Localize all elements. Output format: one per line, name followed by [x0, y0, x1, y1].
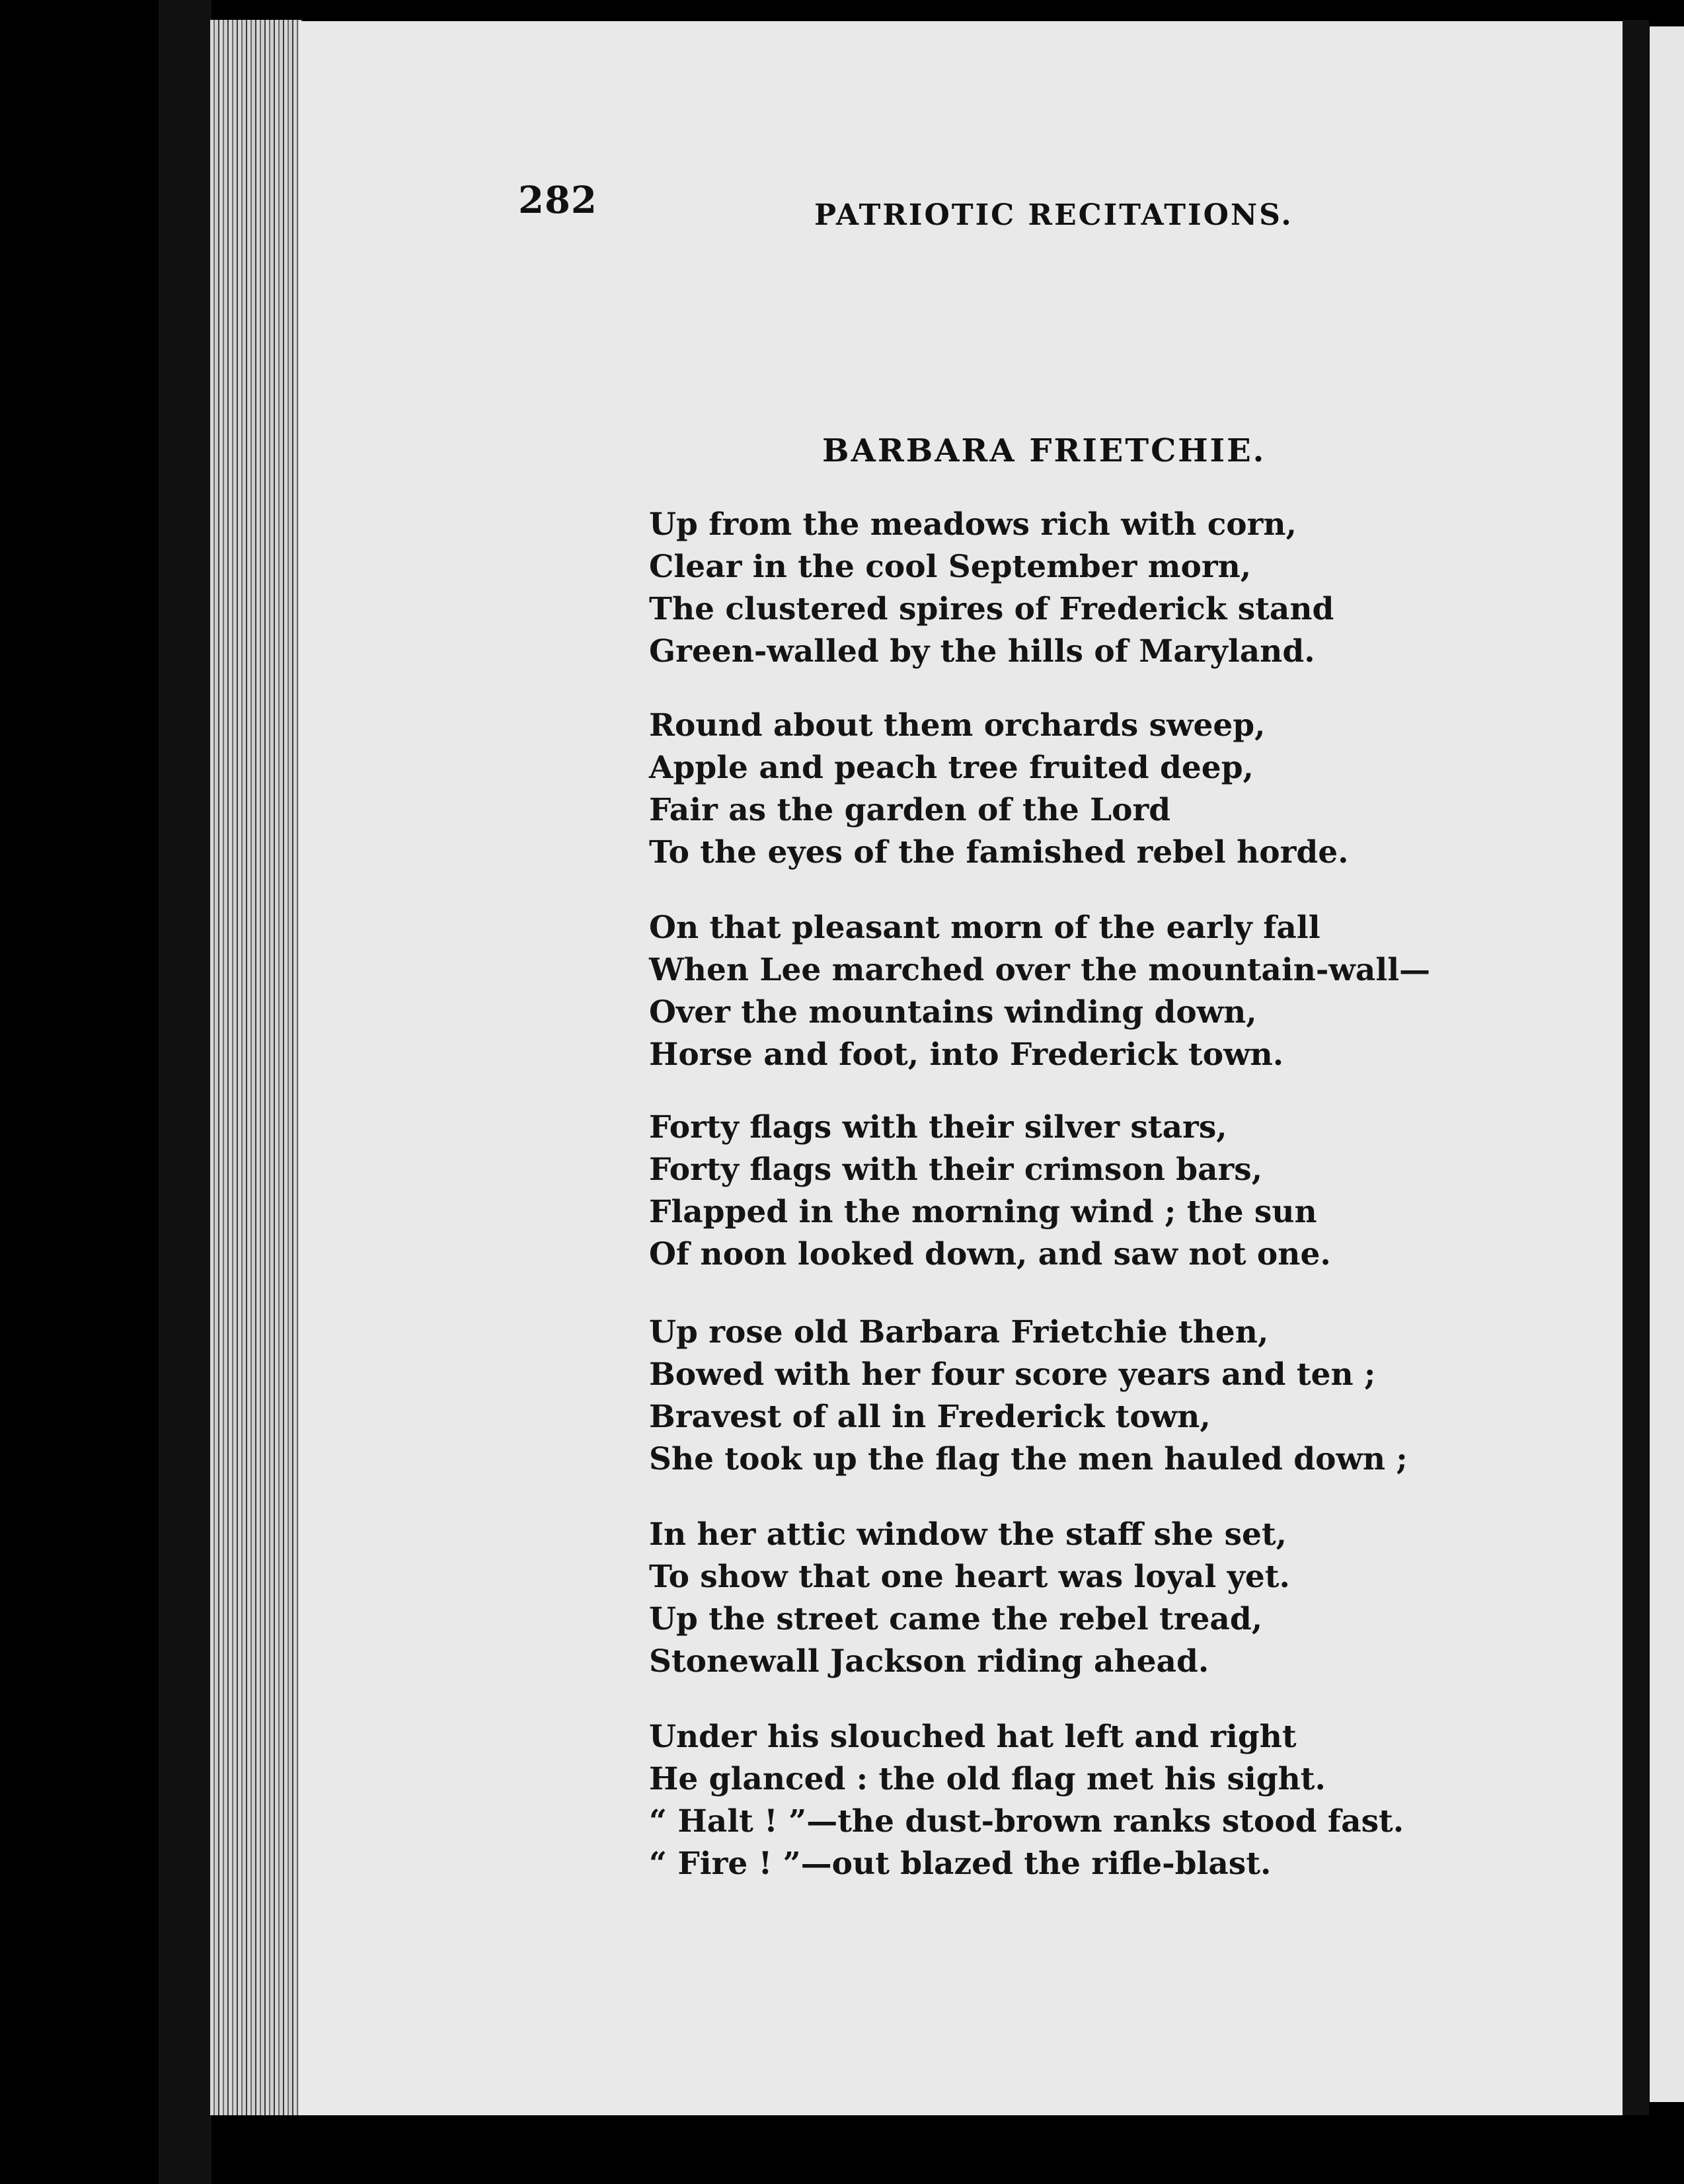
page-edge-stack — [210, 20, 303, 2115]
poem-line: Bravest of all in Frederick town, — [649, 1399, 1211, 1435]
poem-line: When Lee marched over the mountain-wall— — [649, 952, 1431, 988]
poem-line: Bowed with her four score years and ten ; — [649, 1356, 1376, 1393]
stanza-4 — [649, 1107, 1331, 1276]
poem-line: She took up the flag the men hauled down ; — [649, 1441, 1408, 1477]
stanza-5 — [649, 1311, 1408, 1481]
poem-line: Under his slouched hat left and right — [649, 1719, 1297, 1755]
poem-line: “ Halt ! ”—the dust-brown ranks stood fast. — [649, 1803, 1404, 1840]
stanza-3 — [649, 907, 1430, 1076]
next-page-edge — [1650, 26, 1684, 2102]
poem-title: BARBARA FRIETCHIE. — [822, 432, 1266, 469]
poem-line: Stonewall Jackson riding ahead. — [649, 1643, 1209, 1680]
poem-line: Up from the meadows rich with corn, — [649, 506, 1297, 543]
poem-line: In her attic window the staff she set, — [649, 1516, 1287, 1553]
running-title: PATRIOTIC RECITATIONS. — [814, 198, 1293, 232]
stanza-6 — [649, 1514, 1290, 1683]
page-number: 282 — [518, 178, 597, 222]
poem-line: To the eyes of the famished rebel horde. — [649, 834, 1349, 871]
stanza-7 — [649, 1716, 1404, 1885]
poem-line: Round about them orchards sweep, — [649, 707, 1266, 744]
poem-line: “ Fire ! ”—out blazed the rifle-blast. — [649, 1846, 1272, 1882]
poem-line: Fair as the garden of the Lord — [649, 792, 1171, 828]
poem-line: Green-walled by the hills of Maryland. — [649, 633, 1315, 670]
stanza-1 — [649, 504, 1334, 673]
poem-line: Forty flags with their silver stars, — [649, 1109, 1227, 1146]
poem-line: Up rose old Barbara Frietchie then, — [649, 1314, 1269, 1350]
poem-line: Forty flags with their crimson bars, — [649, 1151, 1263, 1188]
page-binding-shadow — [1623, 20, 1649, 2115]
book-gutter — [159, 0, 211, 2184]
poem-line: He glanced : the old flag met his sight. — [649, 1761, 1326, 1797]
poem-line: Flapped in the morning wind ; the sun — [649, 1194, 1317, 1230]
poem-line: Horse and foot, into Frederick town. — [649, 1036, 1284, 1073]
poem-line: On that pleasant morn of the early fall — [649, 910, 1320, 946]
poem-line: Clear in the cool September morn, — [649, 549, 1252, 585]
poem-line: Over the mountains winding down, — [649, 994, 1257, 1031]
poem-line: Of noon looked down, and saw not one. — [649, 1236, 1331, 1272]
poem-line: To show that one heart was loyal yet. — [649, 1559, 1290, 1595]
stanza-2 — [649, 705, 1349, 874]
poem-line: The clustered spires of Frederick stand — [649, 591, 1334, 627]
poem-line: Apple and peach tree fruited deep, — [649, 750, 1254, 786]
poem-line: Up the street came the rebel tread, — [649, 1601, 1263, 1637]
